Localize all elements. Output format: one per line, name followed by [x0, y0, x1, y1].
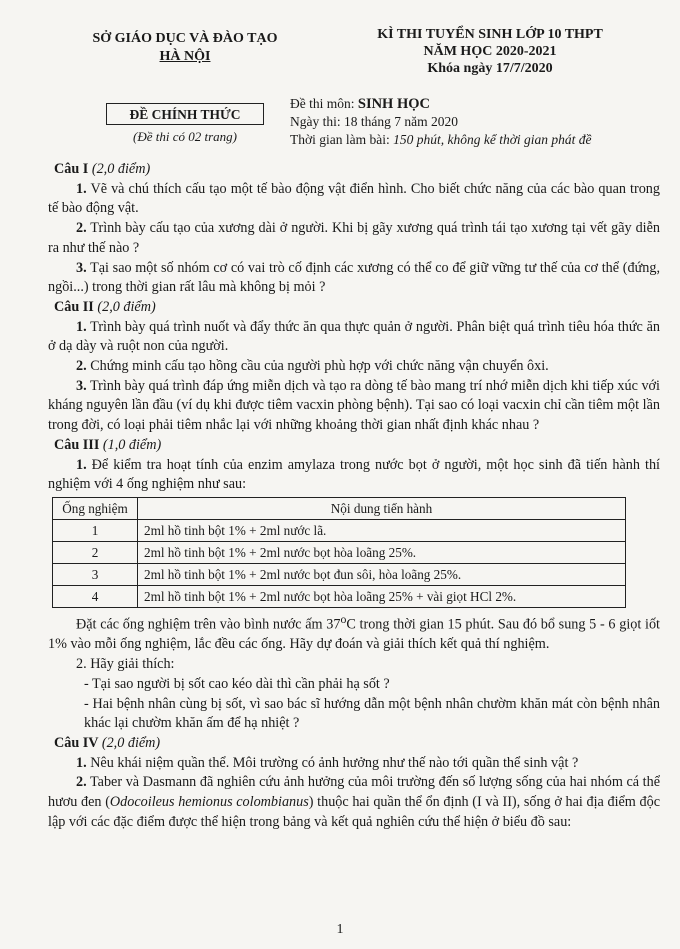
- subject-label: Đề thi môn:: [290, 96, 358, 111]
- q1-item-3: [48, 259, 660, 298]
- tube-number: 4: [53, 585, 138, 607]
- subject: SINH HỌC: [357, 96, 430, 112]
- issuer-block: [70, 30, 300, 66]
- question-points: (2,0 điểm): [91, 161, 151, 177]
- question-4-title: [48, 734, 660, 754]
- note-text-a: Đặt các ống nghiệm trên vào bình nước ấm 37: [76, 616, 341, 633]
- procedure-text: 2ml hồ tinh bột 1% + 2ml nước bọt hòa loãng 25%.: [138, 541, 626, 563]
- school-year: NĂM HỌC 2020-2021: [423, 44, 557, 59]
- q3-item-2: 2. Hãy giải thích:: [76, 656, 175, 673]
- duration-line: [290, 131, 592, 149]
- note-text-b: C trong thời gian 15 phút. Sau đó bổ sung 5 - 6 giọt iốt 1% vào mỗi ống nghiệm, lắc đều các ống. Hãy dự đoán và giải thích kết quả thí nghiệm.: [48, 616, 660, 653]
- q3-item-1: [48, 456, 660, 495]
- question-1-title: [48, 160, 660, 180]
- department-name: SỞ GIÁO DỤC VÀ ĐÀO TẠO: [92, 31, 278, 46]
- q1-item-2: [48, 219, 660, 258]
- exam-date: Khóa ngày 17/7/2020: [427, 61, 553, 76]
- tube-number: 3: [53, 563, 138, 585]
- official-label: ĐỀ CHÍNH THỨC: [106, 103, 264, 125]
- item-number: 2.: [76, 774, 87, 791]
- q2-item-2: [48, 357, 660, 377]
- q1-item-1: [48, 180, 660, 219]
- item-number: 3.: [76, 377, 87, 394]
- q4-item-2: [48, 773, 660, 832]
- item-number: 1.: [76, 318, 87, 335]
- exam-body: [48, 160, 660, 832]
- species-name: Odocoileus hemionus colombianus: [109, 794, 309, 811]
- item-text-b: ) thuộc hai quần thể ổn định (I và II), sống ở hai địa điểm độc lập với các đặc điểm được thể hiện trong bảng và kết quả nghiên cứu thể hiện ở biểu đồ sau:: [48, 794, 660, 830]
- table-header-row: [53, 497, 626, 519]
- subject-line: [290, 95, 592, 113]
- item-number: 2.: [76, 358, 87, 375]
- item-text-a: Taber và Dasmann đã nghiên cứu ảnh hưởng của môi trường đến số lượng sống của hai nhóm cá thể hươu đen (: [48, 774, 660, 811]
- item-text: Trình bày cấu tạo của xương dài ở người. Khi bị gãy xương quá trình tái tạo xương tại vết gãy diễn ra như thế nào ?: [48, 220, 660, 256]
- item-text: Vẽ và chú thích cấu tạo một tế bào động vật điển hình. Cho biết chức năng của các bào quan trong tế bào động vật.: [48, 180, 660, 217]
- page-number: 1: [336, 922, 344, 937]
- degree-symbol: o: [340, 611, 347, 626]
- item-text: Để kiểm tra hoạt tính của enzim amylaza trong nước bọt ở người, một học sinh đã tiến hành thí nghiệm với 4 ống nghiệm như sau:: [48, 456, 660, 493]
- item-number: 3.: [76, 259, 87, 276]
- test-date: Ngày thi: 18 tháng 7 năm 2020: [290, 114, 458, 129]
- tube-number: 2: [53, 541, 138, 563]
- question-label: Câu I: [54, 161, 92, 177]
- question-points: (2,0 điểm): [101, 734, 161, 751]
- item-number: 2.: [76, 220, 87, 237]
- question-label: Câu III: [54, 436, 103, 453]
- q2-item-1: [48, 318, 660, 357]
- q3-item-2b: - Hai bệnh nhân cùng bị sốt, vì sao bác sĩ hướng dẫn một bệnh nhân chườm khăn mát còn bệnh nhân khác lại chườm khăn ấm để hạ nhiệt ?: [84, 695, 660, 732]
- column-header-procedure: Nội dung tiến hành: [138, 497, 626, 519]
- item-text: Nêu khái niệm quần thể. Môi trường có ảnh hưởng như thế nào tới quần thể sinh vật ?: [86, 754, 579, 771]
- city-name: HÀ NỘI: [159, 49, 211, 64]
- question-2-title: [48, 298, 660, 318]
- question-label: Câu II: [54, 298, 98, 315]
- experiment-table: [52, 497, 626, 608]
- procedure-text: 2ml hồ tinh bột 1% + 2ml nước lã.: [138, 519, 626, 541]
- table-row: [53, 563, 626, 585]
- pages-note: (Đề thi có 02 trang): [133, 129, 237, 144]
- exam-title-block: [340, 26, 640, 77]
- q2-item-3: [48, 377, 660, 436]
- item-text: Trình bày quá trình nuốt và đẩy thức ăn qua thực quản ở người. Phân biệt quá trình tiêu hóa thức ăn ở dạ dày và ruột non của người.: [48, 318, 660, 355]
- item-text: Chứng minh cấu tạo hồng cầu của người phù hợp với chức năng vận chuyển ôxi.: [86, 358, 549, 375]
- question-3-title: [48, 436, 660, 456]
- table-row: [53, 541, 626, 563]
- exam-title: KÌ THI TUYỂN SINH LỚP 10 THPT: [377, 27, 603, 42]
- question-points: (2,0 điểm): [97, 298, 156, 315]
- q3-item-2a: - Tại sao người bị sốt cao kéo dài thì cần phải hạ sốt ?: [84, 675, 390, 692]
- exam-meta: [290, 95, 592, 149]
- table-row: [53, 519, 626, 541]
- table-row: [53, 585, 626, 607]
- item-text: Trình bày quá trình đáp ứng miễn dịch và tạo ra dòng tế bào mang trí nhớ miễn dịch khi tiếp xúc với kháng nguyên lần đầu (ví dụ khi được tiêm vacxin phòng bệnh). Tại sao có loại vacxin chỉ cần tiêm một lần trong đời, có loại phải tiêm nhắc lại với những khoảng thời gian nhất định khác nhau ?: [48, 377, 660, 434]
- procedure-text: 2ml hồ tinh bột 1% + 2ml nước bọt hòa loãng 25% + vài giọt HCl 2%.: [138, 585, 626, 607]
- question-label: Câu IV: [54, 734, 102, 751]
- procedure-text: 2ml hồ tinh bột 1% + 2ml nước bọt đun sôi, hòa loãng 25%.: [138, 563, 626, 585]
- item-number: 1.: [76, 456, 87, 473]
- q4-item-1: [48, 754, 660, 774]
- column-header-tube: Ống nghiệm: [53, 497, 138, 519]
- duration-label: Thời gian làm bài:: [290, 132, 394, 147]
- item-text: Tại sao một số nhóm cơ có vai trò cố định các xương có thể co để giữ vững tư thế của cơ thể (đứng, ngồi...) trong thời gian rất lâu mà không bị mỏi ?: [48, 259, 660, 296]
- tube-number: 1: [53, 519, 138, 541]
- q3-procedure-note: [48, 610, 660, 655]
- item-number: 1.: [76, 754, 87, 771]
- duration: 150 phút, không kể thời gian phát đề: [393, 132, 592, 147]
- question-points: (1,0 điểm): [102, 436, 162, 453]
- item-number: 1.: [76, 180, 87, 197]
